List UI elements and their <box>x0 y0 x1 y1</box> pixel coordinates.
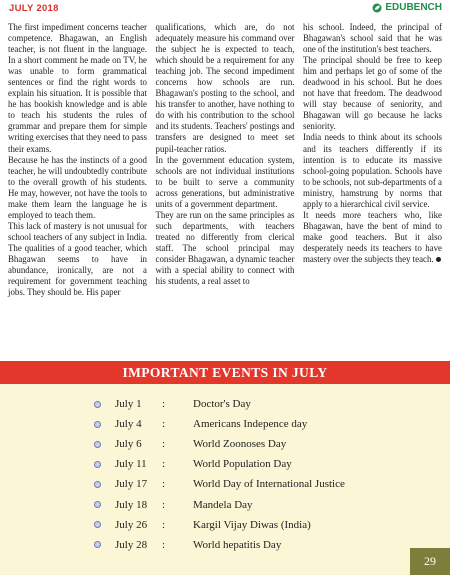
end-mark-icon <box>436 257 441 262</box>
paragraph: his school. Indeed, the principal of Bhagawan's school said that he was one of the institution's best teachers. <box>303 22 442 55</box>
bullet-icon <box>94 401 101 408</box>
bullet-icon <box>94 441 101 448</box>
paragraph: They are run on the same principles as such departments, with teachers treated no differently from clerical staff. The school principal may consider Bhagawan, a dynamic teacher with a special ability to connect with his students, a real asset to <box>155 209 295 287</box>
brand-logo <box>372 2 442 13</box>
bullet-icon <box>94 521 101 528</box>
event-row <box>0 474 450 494</box>
paragraph: qualifications, which are, do not adequately measure his command over the subject he is expected to teach, which should be a requirement for any teaching job. The second impediment concerns how schools are run. Bhagawan's posting to the school, and his transfer to another, have nothing to do with his contribution to the school and its students. Teachers' postings and transfers are designed to meet set pupil-teacher ratios. <box>155 22 295 154</box>
event-separator: : <box>162 418 166 431</box>
event-date: July 17 <box>115 478 148 491</box>
paragraph: The first impediment concerns teacher competence. Bhagawan, an English teacher, is not fluent in the language. In a short comment he made on TV, he was unable to form grammatical sentences or find the right words to explain his situation. It is possible that he has bookish knowledge and is able to teach his students the rules of grammar and prepare them for simple writing exercises that they need to pass their exams. <box>8 22 148 154</box>
event-date: July 18 <box>115 498 148 511</box>
event-date: July 4 <box>115 418 142 431</box>
event-name: World Zoonoses Day <box>193 438 287 451</box>
event-separator: : <box>162 438 166 451</box>
page-number: 29 <box>410 548 450 575</box>
brand-leaf-icon <box>372 3 382 13</box>
event-date: July 1 <box>115 398 142 411</box>
paragraph-last <box>303 210 442 265</box>
event-name: Doctor's Day <box>193 398 251 411</box>
event-date: July 26 <box>115 518 148 531</box>
brand-name: EDUBENCH <box>385 2 442 13</box>
event-row <box>0 454 450 474</box>
event-row <box>0 515 450 535</box>
event-date: July 11 <box>115 458 147 471</box>
event-row <box>0 434 450 454</box>
event-separator: : <box>162 518 166 531</box>
event-separator: : <box>162 398 166 411</box>
paragraph: India needs to think about its schools and its teachers differently if its intention is to educate its massive school-going population. Schools have to be schools, not sub-departments of a ministry, hamstrung by norms that apply to a hierarchical civil service. <box>303 132 442 209</box>
paragraph: In the government education system, schools are not individual institutions to be built to serve a community across generations, but administrative units of a government department. <box>155 154 295 209</box>
event-name: World hepatitis Day <box>193 538 282 551</box>
paragraph: This lack of mastery is not unusual for school teachers of any subject in India. The qualities of a good teacher, which Bhagawan seems to have in abundance, ironically, are not a requirement for government teaching jobs. They should be. His paper <box>8 220 147 298</box>
article-column-1 <box>8 22 147 354</box>
event-date: July 28 <box>115 538 148 551</box>
event-separator: : <box>162 478 166 491</box>
event-name: Kargil Vijay Diwas (India) <box>193 518 311 531</box>
article-body <box>8 22 442 354</box>
bullet-icon <box>94 541 101 548</box>
event-row <box>0 535 450 555</box>
event-name: Americans Indepence day <box>193 418 308 431</box>
bullet-icon <box>94 461 101 468</box>
event-date: July 6 <box>115 438 142 451</box>
bullet-icon <box>94 481 101 488</box>
page-header <box>0 0 450 18</box>
event-row <box>0 414 450 434</box>
event-separator: : <box>162 538 166 551</box>
events-panel <box>0 361 450 575</box>
event-name: Mandela Day <box>193 498 253 511</box>
event-name: World Population Day <box>193 458 292 471</box>
bullet-icon <box>94 421 101 428</box>
paragraph-text: It needs more teachers who, like Bhagawan, have the bent of mind to make good teachers. But it also desperately needs its teachers to have mastery over the subjects they teach. <box>303 209 442 264</box>
event-separator: : <box>162 458 166 471</box>
event-row <box>0 394 450 414</box>
event-name: World Day of International Justice <box>193 478 345 491</box>
paragraph: The principal should be free to keep him and perhaps let go of some of the deadwood in his school. But he does not have that freedom. The deadwood will stay because of seniority, and Bhagawan will go because he lacks seniority. <box>303 55 442 132</box>
issue-date: JULY 2018 <box>9 3 59 14</box>
event-row <box>0 494 450 514</box>
paragraph: Because he has the instincts of a good teacher, he will undoubtedly contribute to the overall growth of his students. He may, however, not have the tools to make them learn the language he is employed to teach them. <box>8 154 147 220</box>
events-list <box>0 394 450 555</box>
article-column-2 <box>156 22 295 354</box>
event-separator: : <box>162 498 166 511</box>
article-column-3 <box>303 22 442 354</box>
events-title: IMPORTANT EVENTS IN JULY <box>0 361 450 384</box>
bullet-icon <box>94 501 101 508</box>
